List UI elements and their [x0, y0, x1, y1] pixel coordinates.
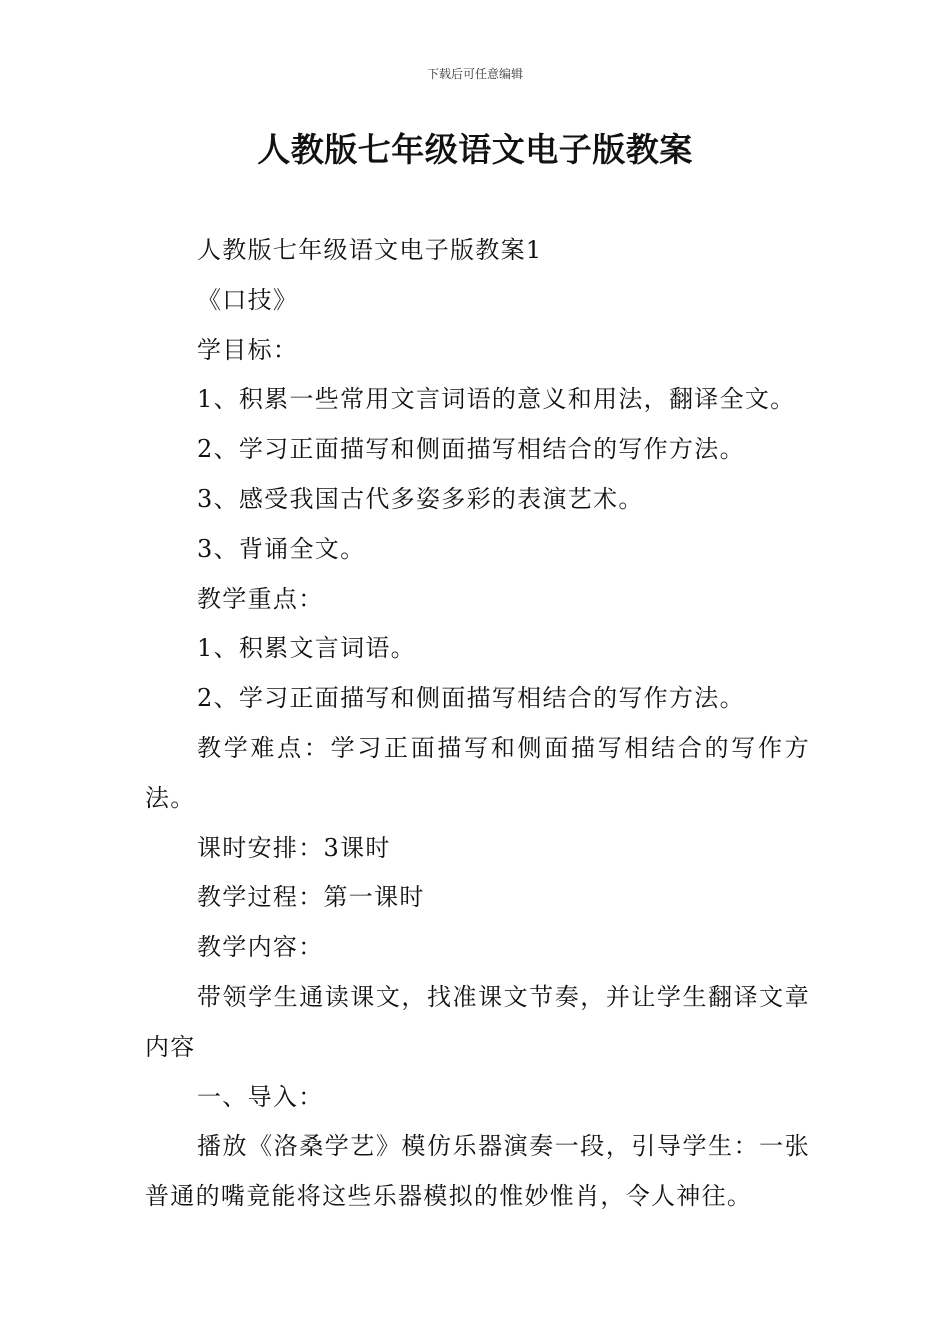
paragraph-content: 带领学生通读课文，找准课文节奏，并让学生翻译文章内容 — [145, 982, 810, 1061]
paragraph-text-title: 《口技》 — [197, 285, 299, 314]
paragraph-process: 教学过程：第一课时 — [197, 883, 425, 912]
paragraph-difficulty: 教学难点：学习正面描写和侧面描写相结合的写作方法。 — [145, 733, 810, 812]
paragraph-content-heading: 教学内容： — [197, 933, 324, 962]
paragraph-key-point-2: 2、学习正面描写和侧面描写相结合的写作方法。 — [197, 684, 745, 713]
paragraph-objective-1: 1、积累一些常用文言词语的意义和用法，翻译全文。 — [197, 385, 796, 414]
paragraph-lesson-heading: 人教版七年级语文电子版教案1 — [197, 236, 543, 264]
header-note: 下载后可任意编辑 — [426, 67, 523, 81]
document-title: 人教版七年级语文电子版教案 — [257, 130, 693, 169]
document-body — [145, 226, 810, 1222]
paragraph-objectives-heading: 学目标： — [197, 335, 299, 364]
paragraph-objective-4: 3、背诵全文。 — [197, 534, 366, 563]
paragraph-intro-heading: 一、导入： — [197, 1082, 324, 1111]
paragraph-key-points-heading: 教学重点： — [197, 584, 324, 613]
paragraph-key-point-1: 1、积累文言词语。 — [197, 634, 416, 663]
paragraph-objective-2: 2、学习正面描写和侧面描写相结合的写作方法。 — [197, 435, 745, 464]
paragraph-objective-3: 3、感受我国古代多姿多彩的表演艺术。 — [197, 484, 644, 513]
paragraph-intro: 播放《洛桑学艺》模仿乐器演奏一段，引导学生：一张普通的嘴竟能将这些乐器模拟的惟妙惟肖，令人神往。 — [145, 1132, 810, 1211]
paragraph-schedule: 课时安排：3课时 — [197, 833, 391, 862]
